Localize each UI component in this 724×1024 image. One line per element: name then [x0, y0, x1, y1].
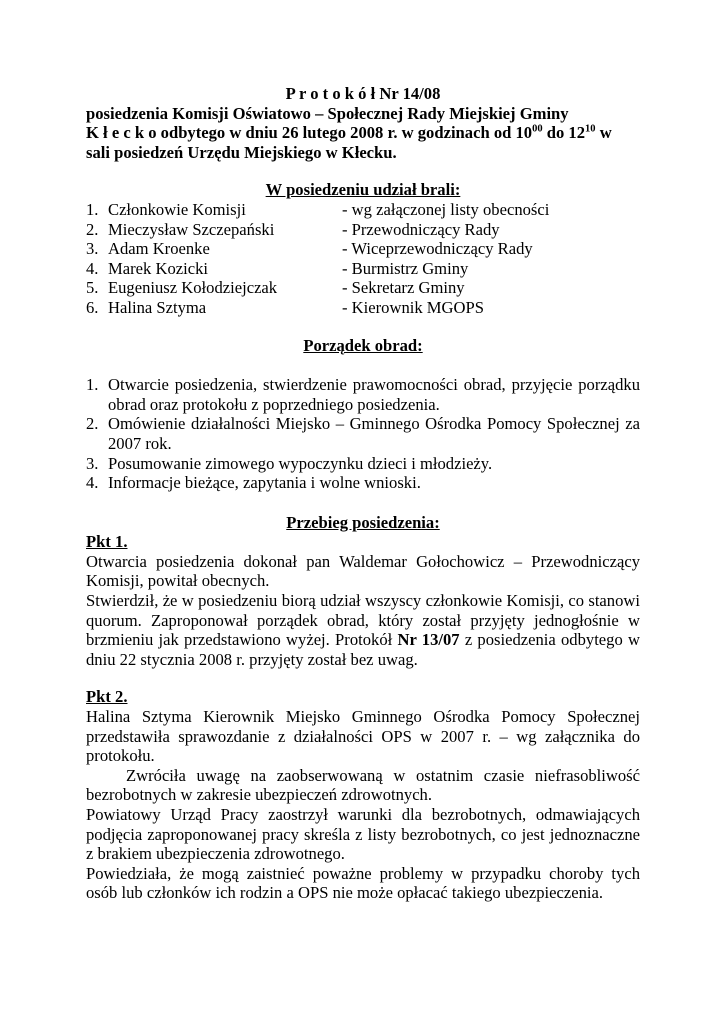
agenda-item: 2. Omówienie działalności Miejsko – Gminnego Ośrodka Pomocy Społecznej za 2007 rok. [86, 414, 640, 453]
attendance-item: 4. Marek Kozicki - Burmistrz Gminy [86, 258, 469, 278]
pkt1-title: Pkt 1. [86, 532, 128, 552]
attendance-item: 2. Mieczysław Szczepański - Przewodniczący Rady [86, 219, 500, 239]
protocol-number: Nr 13/07 [397, 630, 460, 650]
agenda-heading: Porządek obrad: [303, 335, 423, 355]
date-time-text: odbytego w dniu 26 lutego 2008 r. w godzinach od 10 [160, 123, 533, 143]
pkt2-paragraph: Halina Sztyma Kierownik Miejsko Gminnego Ośrodka Pomocy Społecznej przedstawiła sprawozdanie z działalności OPS w 2007 r. – wg załącznika do protokołu. [86, 707, 640, 766]
time-start-minutes: 00 [532, 123, 543, 135]
attendance-list [86, 200, 640, 318]
document-page [86, 84, 640, 903]
pkt1-paragraph: Otwarcia posiedzenia dokonał pan Waldemar Gołochowicz – Przewodniczący Komisji, powitał obecnych. [86, 551, 640, 591]
title-prefix: P r o t o k ó ł [285, 84, 376, 103]
document-title [86, 84, 640, 104]
agenda-list [86, 375, 640, 493]
title-number: Nr 14/08 [379, 84, 441, 103]
attendance-item: 1. Członkowie Komisji - wg załączonej listy obecności [86, 199, 550, 219]
agenda-item: 4. Informacje bieżące, zapytania i wolne wnioski. [86, 473, 421, 493]
attendance-heading: W posiedzeniu udział brali: [265, 180, 461, 200]
header-line-3-end: w [599, 123, 612, 143]
time-end-text: do 12 [546, 123, 586, 143]
town-name: K ł e c k o [86, 123, 157, 143]
document-header [86, 84, 640, 162]
time-end-minutes: 10 [585, 123, 596, 135]
attendance-item: 5. Eugeniusz Kołodziejczak - Sekretarz Gminy [86, 278, 465, 298]
header-line-4: sali posiedzeń Urzędu Miejskiego w Kłecku. [86, 142, 397, 162]
header-line-2: posiedzenia Komisji Oświatowo – Społecznej Rady Miejskiej Gminy [86, 103, 569, 123]
pkt2-paragraph: Powiatowy Urząd Pracy zaostrzył warunki dla bezrobotnych, odmawiających podjęcia zaproponowanej pracy skreśla z listy bezrobotnych, co jest jednoznaczne z brakiem ubezpieczenia zdrowotnego. [86, 805, 640, 864]
pkt2-paragraph: Powiedziała, że mogą zaistnieć poważne problemy w przypadku choroby tych osób lub członków ich rodzin a OPS nie może opłacać takiego ubezpieczenia. [86, 863, 640, 903]
pkt1-paragraph: Stwierdził, że w posiedzeniu biorą udział wszyscy członkowie Komisji, co stanowi quorum. Zaproponował porządek obrad, który został przyjęty jednogłośnie w brzmieniu jak przedstawiono wyżej. Protokół Nr 13/07 z posiedzenia odbytego w dniu 22 stycznia 2008 r. przyjęty został bez uwag. [86, 591, 640, 669]
pkt2-paragraph: Zwróciła uwagę na zaobserwowaną w ostatnim czasie niefrasobliwość bezrobotnych w zakresie ubezpieczeń zdrowotnych. [86, 765, 640, 805]
attendance-item: 3. Adam Kroenke - Wiceprzewodniczący Rady [86, 239, 533, 259]
agenda-item: 3. Posumowanie zimowego wypoczynku dzieci i młodzieży. [86, 453, 493, 473]
header-line-3 [86, 123, 640, 143]
attendance-item: 6. Halina Sztyma - Kierownik MGOPS [86, 297, 484, 317]
proceedings-heading: Przebieg posiedzenia: [286, 512, 440, 532]
pkt2-title: Pkt 2. [86, 687, 128, 707]
agenda-item: 1. Otwarcie posiedzenia, stwierdzenie prawomocności obrad, przyjęcie porządku obrad oraz protokołu z poprzedniego posiedzenia. [86, 375, 640, 414]
